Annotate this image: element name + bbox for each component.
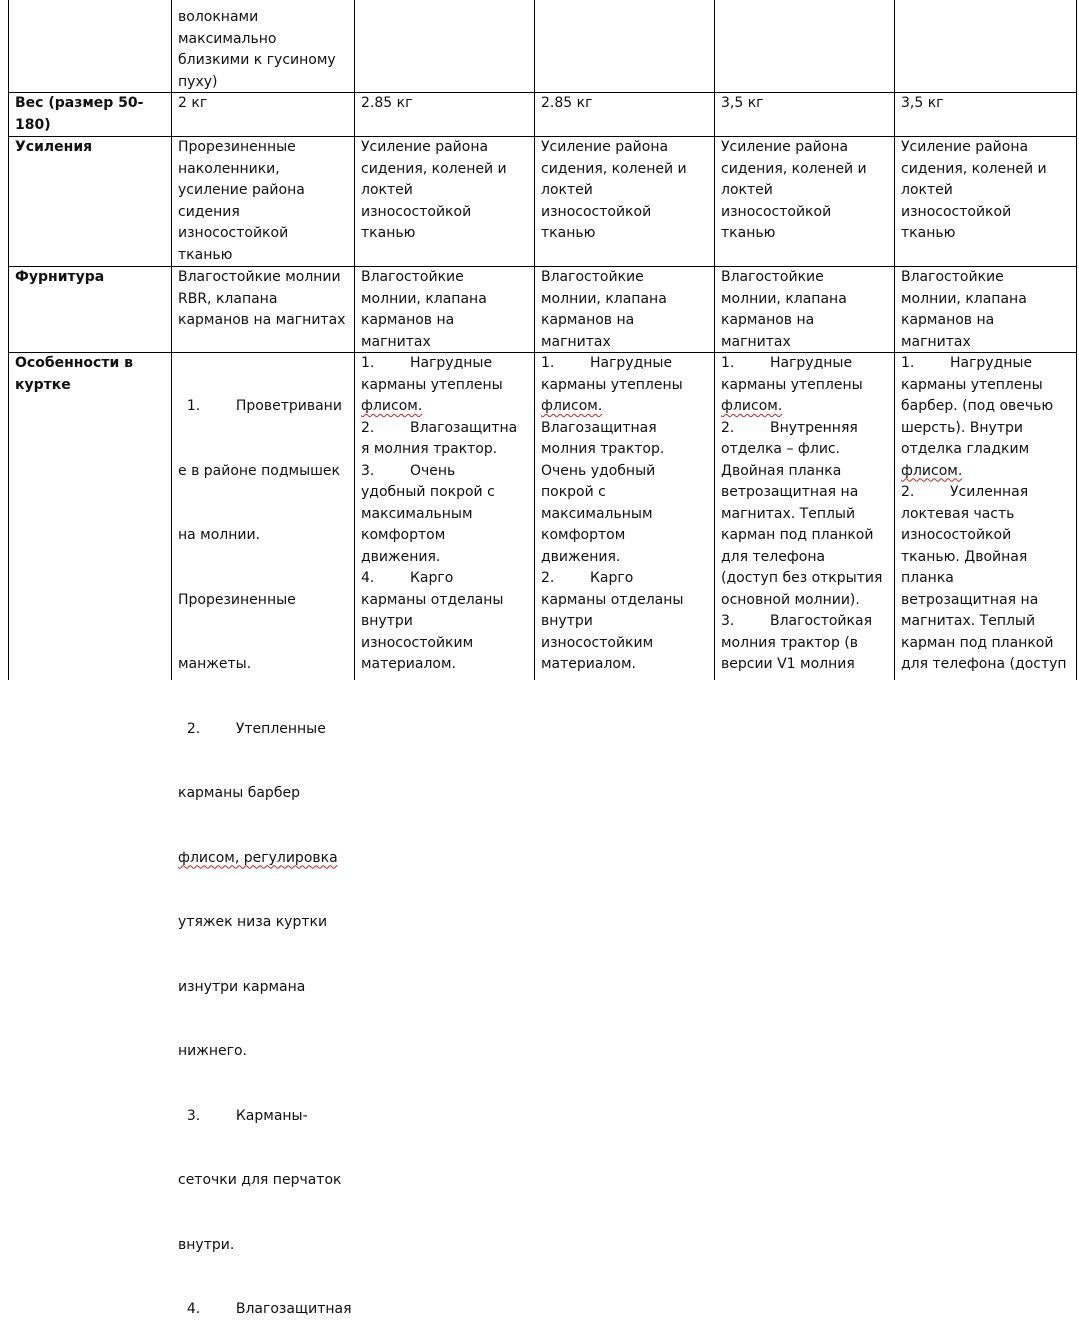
text-line: карманов на: [721, 312, 815, 328]
text-line: основной молнии).: [721, 591, 860, 608]
text-line: тканью. Двойная: [901, 548, 1028, 565]
text-line: карманов на: [901, 312, 995, 328]
cell-features-c2: [361, 353, 517, 676]
text-line: карманы барбер: [178, 785, 300, 801]
cell-fittings-c2: [361, 267, 487, 353]
cell-weight-c3: [541, 93, 592, 115]
text-line: Влагостойкие: [541, 269, 644, 285]
text-line: флисом.: [361, 398, 423, 414]
cell-reinforcement-c4: [721, 137, 867, 245]
text-line: сеточки для перчаток: [178, 1172, 342, 1188]
text-line: Прорезиненные: [178, 139, 296, 155]
cell-features-c3: [541, 353, 683, 676]
text-line: износостойкой: [721, 203, 832, 220]
text-line: карманов на: [541, 312, 635, 328]
text-line: Влагозащитная: [541, 419, 657, 436]
text-line: карманы утеплены: [541, 376, 683, 393]
text-line: движения.: [541, 548, 621, 565]
text-line: 2. Влагозащитна: [361, 419, 518, 436]
text-line: карманы отделаны: [361, 591, 504, 608]
col-divider-3: [534, 0, 535, 680]
text-line: отделка гладким: [901, 441, 1030, 457]
text-line: 2.85 кг: [541, 95, 593, 111]
text-line: сидения: [178, 203, 240, 220]
text-line: молния трактор.: [541, 441, 665, 457]
text-line: отделка – флис.: [721, 441, 841, 457]
col-divider-2: [354, 0, 355, 680]
text-line: Вес (размер 50-: [15, 95, 144, 111]
text-line: карманы утеплены: [901, 376, 1043, 393]
text-line: молнии, клапана: [541, 290, 667, 307]
text-line: магнитах. Теплый: [721, 505, 856, 522]
text-line: Усиление района: [721, 139, 849, 155]
text-line: куртке: [15, 376, 71, 393]
text-line: 3. Карманы-: [178, 1107, 308, 1124]
cell-fittings-c1: [178, 267, 345, 332]
text-line: 1. Нагрудные: [721, 355, 853, 371]
text-line: внутри.: [178, 1236, 235, 1253]
text-line: молнии, клапана: [721, 290, 847, 307]
text-line: Усиление района: [361, 139, 489, 155]
text-line: локтевая часть: [901, 505, 1015, 522]
text-line: движения.: [361, 548, 441, 565]
cell-fittings-c5: [901, 267, 1027, 353]
text-line: 3. Влагостойкая: [721, 613, 872, 629]
cell-reinforcement-c3: [541, 137, 687, 245]
text-line: ветрозащитная на: [901, 591, 1039, 608]
cell-fittings-c3: [541, 267, 667, 353]
text-line: 1. Проветривани: [178, 398, 342, 414]
text-line: близкими к гусиному: [178, 52, 336, 68]
col-divider-5: [894, 0, 895, 680]
text-line: версии V1 молния: [721, 656, 855, 672]
text-line: комфортом: [541, 527, 626, 543]
text-line: тканью: [361, 225, 416, 241]
text-line: максимальным: [361, 505, 473, 522]
text-line: Усиление района: [901, 139, 1029, 155]
text-line: молнии, клапана: [361, 290, 487, 307]
text-line: 2. Внутренняя: [721, 419, 858, 436]
text-line: Двойная планка: [721, 462, 842, 479]
cell-reinforcement-c5: [901, 137, 1047, 245]
text-line: 2. Карго: [541, 570, 634, 586]
text-line: 4. Влагозащитная: [178, 1301, 352, 1317]
text-line: для телефона (доступ: [901, 656, 1067, 672]
text-line: 2. Усиленная: [901, 484, 1029, 500]
row-label-reinforcement: [15, 137, 92, 159]
text-line: удобный покрой с: [361, 484, 495, 500]
text-line: 2 кг: [178, 95, 208, 111]
text-line: утяжек низа куртки: [178, 914, 328, 930]
text-line: карман под планкой: [901, 634, 1054, 651]
text-line: Фурнитура: [15, 269, 105, 285]
text-line: сидения, коленей и: [361, 160, 507, 177]
text-line: тканью: [901, 225, 956, 241]
table-border-left: [8, 0, 9, 680]
text-line: магнитах: [721, 333, 791, 350]
text-line: 2. Утепленные: [178, 720, 326, 737]
cell-reinforcement-c2: [361, 137, 507, 245]
text-line: карманов на магнитах: [178, 312, 346, 328]
text-line: износостойкой: [901, 203, 1012, 220]
text-line: изнутри кармана: [178, 978, 306, 995]
text-line: планка: [901, 570, 954, 586]
text-line: 3,5 кг: [901, 95, 944, 111]
cell-weight-c4: [721, 93, 764, 115]
text-line: шерсть). Внутри: [901, 419, 1023, 436]
text-line: внутри: [361, 613, 413, 629]
col-divider-1: [171, 0, 172, 680]
text-line: магнитах: [901, 333, 971, 350]
text-line: волокнами: [178, 9, 259, 25]
text-line: тканью: [541, 225, 596, 241]
text-line: материалом.: [361, 656, 456, 672]
text-line: на молнии.: [178, 527, 261, 543]
text-line: 1. Нагрудные: [361, 355, 493, 371]
text-line: 3. Очень: [361, 462, 456, 479]
cell-top-c1: [178, 7, 350, 93]
text-line: Влагостойкие молнии: [178, 269, 341, 285]
text-line: тканью: [721, 225, 776, 241]
text-line: карманы отделаны: [541, 591, 684, 608]
text-line: Очень удобный: [541, 462, 656, 479]
text-line: карманы утеплены: [721, 376, 863, 393]
text-line: усиление района: [178, 182, 305, 198]
text-line: локтей: [901, 182, 953, 198]
text-line: износостойкой: [178, 225, 289, 241]
text-line: локтей: [541, 182, 593, 198]
text-line: Особенности в: [15, 355, 134, 371]
text-line: флисом.: [901, 462, 963, 479]
text-line: флисом.: [541, 398, 603, 414]
text-line: магнитах: [361, 333, 431, 350]
text-line: магнитах. Теплый: [901, 613, 1036, 629]
text-line: Влагостойкие: [721, 269, 824, 285]
text-line: (доступ без открытия: [721, 570, 883, 586]
text-line: сидения, коленей и: [721, 160, 867, 177]
cell-weight-c1: [178, 93, 207, 115]
cell-reinforcement-c1: [178, 137, 305, 266]
text-line: Усиление района: [541, 139, 669, 155]
text-line: я молния трактор.: [361, 441, 498, 457]
text-line: тканью: [178, 246, 233, 263]
text-line: флисом, регулировка: [178, 849, 338, 866]
text-line: магнитах: [541, 333, 611, 350]
text-line: максимальным: [541, 505, 653, 522]
text-line: Прорезиненные: [178, 591, 296, 608]
cell-fittings-c4: [721, 267, 847, 353]
text-line: сидения, коленей и: [901, 160, 1047, 177]
text-line: локтей: [361, 182, 413, 198]
text-line: материалом.: [541, 656, 636, 672]
text-line: флисом.: [721, 398, 783, 414]
cell-weight-c5: [901, 93, 944, 115]
text-line: локтей: [721, 182, 773, 198]
text-line: 4. Карго: [361, 570, 454, 586]
text-line: для телефона: [721, 548, 826, 565]
text-line: износостойким: [361, 634, 474, 651]
text-line: е в районе подмышек: [178, 462, 341, 479]
text-line: 1. Нагрудные: [901, 355, 1033, 371]
text-line: барбер. (под овечью: [901, 398, 1054, 414]
text-line: внутри: [541, 613, 593, 629]
text-line: износостойкой: [541, 203, 652, 220]
text-line: наколенники,: [178, 160, 280, 177]
text-line: пуху): [178, 73, 218, 90]
row-label-fittings: [15, 267, 104, 289]
text-line: молнии, клапана: [901, 290, 1027, 307]
text-line: 1. Нагрудные: [541, 355, 673, 371]
row-label-features: [15, 353, 133, 396]
text-line: 2.85 кг: [361, 95, 413, 111]
text-line: 3,5 кг: [721, 95, 764, 111]
text-line: карман под планкой: [721, 527, 874, 543]
cell-features-c4: [721, 353, 882, 676]
text-line: покрой с: [541, 484, 606, 500]
cell-weight-c2: [361, 93, 412, 115]
text-line: Влагостойкие: [361, 269, 464, 285]
text-line: износостойким: [541, 634, 654, 651]
col-divider-4: [714, 0, 715, 680]
text-line: сидения, коленей и: [541, 160, 687, 177]
cell-features-c1: [178, 353, 352, 1342]
text-line: Усиления: [15, 139, 93, 155]
text-line: карманы утеплены: [361, 376, 503, 393]
row-label-weight: [15, 93, 169, 136]
text-line: молния трактор (в: [721, 634, 859, 651]
text-line: Влагостойкие: [901, 269, 1004, 285]
text-line: ветрозащитная на: [721, 484, 859, 500]
text-line: износостойкой: [361, 203, 472, 220]
text-line: максимально: [178, 30, 277, 47]
text-line: износостойкой: [901, 527, 1012, 543]
text-line: 180): [15, 116, 51, 133]
text-line: комфортом: [361, 527, 446, 543]
text-line: карманов на: [361, 312, 455, 328]
text-line: RBR, клапана: [178, 290, 278, 307]
table-border-right: [1076, 0, 1077, 680]
text-line: манжеты.: [178, 656, 252, 672]
text-line: нижнего.: [178, 1043, 248, 1059]
cell-features-c5: [901, 353, 1067, 676]
